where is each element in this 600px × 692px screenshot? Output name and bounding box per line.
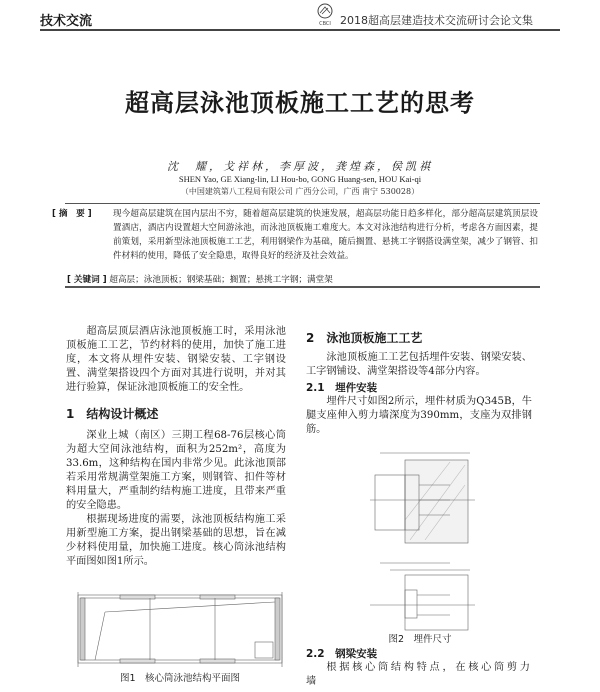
right-column-top xyxy=(306,331,532,437)
section-2-2-paragraph: 根据核心筒结构特点，在核心筒剪力墙 xyxy=(306,662,532,687)
section-2-1-paragraph: 埋件尺寸如图2所示，埋件材质为Q345B，牛腿支座伸入剪力墙深度为390mm，支座为双排钢筋。 xyxy=(306,396,532,435)
affiliation: （中国建筑第八工程局有限公司 广西分公司，广西 南宁 530028） xyxy=(180,187,420,196)
section-2-heading: 2 泳池顶板施工工艺 xyxy=(306,331,423,345)
section-2-paragraph: 泳池顶板施工工艺包括埋件安装、钢梁安装、工字钢铺设、满堂架搭设等4部分内容。 xyxy=(306,352,532,377)
running-header-proceedings: 2018超高层建造技术交流研讨会论文集 xyxy=(340,14,533,27)
section-2-1-heading: 2.1 埋件安装 xyxy=(306,382,378,394)
section-1-paragraph-1: 深业上城（南区）三期工程68-76层核心筒为超大空间泳池结构，面积为252m²，高度为33.6m，这种结构在国内非常少见。此泳池顶部若采用常规满堂架施工方案，则钢管、扣件等材料用量大，严重制约结构施工进度，且带来严重的安全隐患。 xyxy=(66,430,286,511)
authors-chinese: 沈 耀，戈祥林，李厚波，龚煌森，侯凯祺 xyxy=(167,160,433,173)
keywords-label: [ 关键词 ] xyxy=(67,275,107,285)
figure-1-plan-drawing xyxy=(75,592,285,667)
intro-paragraph: 超高层顶层酒店泳池顶板施工时，采用泳池顶板施工工艺，节约材料的使用，加快了施工进度，本文将从埋件安装、钢梁安装、工字钢设置、满堂架搭设四个方面对其进行说明，并对其进行验算，保证泳池顶板施工的安全性。 xyxy=(66,326,286,393)
svg-text:CBCI: CBCI xyxy=(319,21,331,27)
keywords xyxy=(67,273,333,285)
left-column xyxy=(66,325,286,569)
abstract-text: 现今超高层建筑在国内层出不穷，随着超高层建筑的快速发展，超高层功能日趋多样化，部分超高层建筑顶层设置酒店，酒店内设置超大空间游泳池，而泳池顶板施工难度大。本文对泳池结构进行分析，考虑各方面因素，提前策划，采用新型泳池顶板施工工艺，利用钢梁作为基础，随后搁置、悬挑工字钢搭设满堂架，减少了钢管、扣件材料的使用，降低了安全隐患，取得良好的经济及社会效益。 xyxy=(113,209,538,261)
abstract-top-rule xyxy=(65,203,540,204)
abstract-bottom-rule xyxy=(65,286,540,288)
figure-2-embedded-part-drawing xyxy=(350,450,490,632)
abstract xyxy=(52,207,538,263)
figure-2-caption: 图2 埋件尺寸 xyxy=(388,634,452,645)
right-column-bottom xyxy=(306,647,532,689)
authors-english: SHEN Yao, GE Xiang-lin, LI Hou-bo, GONG Huang-sen, HOU Kai-qi xyxy=(178,174,422,184)
paper-title: 超高层泳池顶板施工工艺的思考 xyxy=(125,88,475,117)
figure-1-caption: 图1 核心筒泳池结构平面图 xyxy=(119,673,241,684)
cbci-logo xyxy=(314,3,336,27)
abstract-label: [ 摘 要 ] xyxy=(52,209,92,219)
section-1-paragraph-2: 根据现场进度的需要，泳池顶板结构施工采用新型施工方案，提出钢梁基础的思想，旨在减少材料使用量，加快施工进度。核心筒泳池结构平面图如图1所示。 xyxy=(66,514,286,567)
section-1-heading: 1 结构设计概述 xyxy=(66,407,159,421)
header-rule xyxy=(40,29,560,31)
running-header-section: 技术交流 xyxy=(40,14,93,29)
keywords-text: 超高层；泳池顶板；钢梁基础；搁置；悬挑工字钢；满堂架 xyxy=(109,275,333,285)
section-2-2-heading: 2.2 钢梁安装 xyxy=(306,648,378,660)
